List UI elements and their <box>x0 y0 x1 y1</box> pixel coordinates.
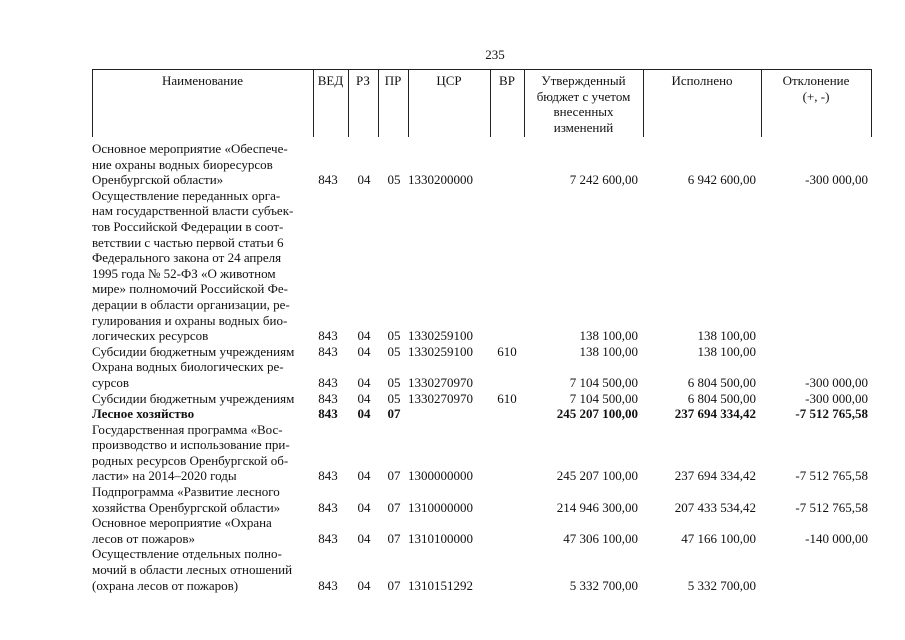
header-vr: ВР <box>499 73 515 88</box>
table-body <box>92 141 872 593</box>
cell-csr: 1330270970 <box>408 374 473 390</box>
cell-rz: 04 <box>357 390 371 406</box>
cell-deviation: -300 000,00 <box>805 374 868 390</box>
cell-ved: 843 <box>318 499 338 515</box>
cell-ved: 843 <box>318 328 338 344</box>
header-pr: ПР <box>384 73 402 88</box>
cell-executed: 207 433 534,42 <box>674 499 756 515</box>
cell-budget: 7 104 500,00 <box>569 374 638 390</box>
cell-executed: 237 694 334,42 <box>674 468 756 484</box>
row-name <box>92 515 314 546</box>
cell-csr: 1330200000 <box>408 172 473 188</box>
cell-deviation: -140 000,00 <box>805 530 868 546</box>
cell-deviation: -300 000,00 <box>805 390 868 406</box>
cell-rz: 04 <box>357 499 371 515</box>
row-name-line: Осуществление переданных орга- <box>92 187 281 203</box>
table-row <box>92 391 872 407</box>
table-row <box>92 422 872 484</box>
cell-rz: 04 <box>357 328 371 344</box>
row-name-line: логических ресурсов <box>92 328 209 344</box>
row-name-line: родных ресурсов Оренбургской об- <box>92 452 289 468</box>
header-deviation-line: (+, -) <box>802 88 830 104</box>
cell-executed: 138 100,00 <box>697 328 756 344</box>
cell-deviation: -7 512 765,58 <box>795 499 868 515</box>
cell-ved: 843 <box>318 343 338 359</box>
row-name <box>92 344 314 360</box>
header-budget-line: внесенных <box>553 104 614 120</box>
table-row <box>92 188 872 344</box>
table-header <box>92 69 872 137</box>
row-name-line: лесов от пожаров» <box>92 530 196 546</box>
cell-ved: 843 <box>318 406 338 422</box>
row-name-line: Субсидии бюджетным учреждениям <box>92 390 295 406</box>
header-deviation-line: Отклонение <box>782 73 850 88</box>
header-budget <box>524 73 643 135</box>
cell-executed: 6 804 500,00 <box>687 374 756 390</box>
header-budget-line: Утвержденный <box>541 73 626 88</box>
cell-budget: 138 100,00 <box>579 343 638 359</box>
cell-pr: 07 <box>387 468 401 484</box>
cell-pr: 05 <box>387 343 401 359</box>
cell-rz: 04 <box>357 530 371 546</box>
cell-vr: 610 <box>497 390 517 406</box>
column-divider <box>871 69 872 137</box>
row-name-line: дерации в области организации, ре- <box>92 296 290 312</box>
header-ved: ВЕД <box>317 73 344 88</box>
cell-executed: 138 100,00 <box>697 343 756 359</box>
row-name-line: Оренбургской области» <box>92 172 224 188</box>
cell-deviation: -300 000,00 <box>805 172 868 188</box>
table-row <box>92 484 872 515</box>
row-name-line: Осуществление отдельных полно- <box>92 546 282 562</box>
cell-executed: 237 694 334,42 <box>674 406 756 422</box>
table-row <box>92 344 872 360</box>
row-name <box>92 406 314 422</box>
header-csr: ЦСР <box>436 73 462 88</box>
row-name-line: Охрана водных биологических ре- <box>92 359 284 375</box>
row-name-line: производство и использование при- <box>92 437 290 453</box>
row-name-line: Основное мероприятие «Охрана <box>92 515 272 531</box>
cell-executed: 5 332 700,00 <box>687 577 756 593</box>
cell-pr: 07 <box>387 499 401 515</box>
row-name-line: тов Российской Федерации в соот- <box>92 218 284 234</box>
cell-pr: 07 <box>387 577 401 593</box>
table-row <box>92 141 872 188</box>
cell-ved: 843 <box>318 390 338 406</box>
cell-deviation: -7 512 765,58 <box>795 406 868 422</box>
cell-deviation: -7 512 765,58 <box>795 468 868 484</box>
cell-pr: 05 <box>387 172 401 188</box>
cell-vr: 610 <box>497 343 517 359</box>
cell-ved: 843 <box>318 172 338 188</box>
row-name-line: гулирования и охраны водных био- <box>92 312 288 328</box>
row-name-line: Федерального закона от 24 апреля <box>92 250 282 266</box>
row-name-line: ветствии с частью первой статьи 6 <box>92 234 284 250</box>
header-rz: РЗ <box>356 73 370 88</box>
row-name-line: Государственная программа «Вос- <box>92 421 283 437</box>
row-name-line: (охрана лесов от пожаров) <box>92 577 239 593</box>
cell-budget: 7 104 500,00 <box>569 390 638 406</box>
cell-rz: 04 <box>357 577 371 593</box>
row-name <box>92 546 314 593</box>
cell-ved: 843 <box>318 530 338 546</box>
cell-pr: 07 <box>387 406 401 422</box>
row-name <box>92 141 314 188</box>
cell-rz: 04 <box>357 406 371 422</box>
cell-budget: 47 306 100,00 <box>563 530 638 546</box>
cell-budget: 245 207 100,00 <box>556 468 638 484</box>
table-row <box>92 406 872 422</box>
page-number: 235 <box>485 47 505 62</box>
cell-csr: 1310000000 <box>408 499 473 515</box>
cell-ved: 843 <box>318 468 338 484</box>
cell-csr: 1330259100 <box>408 328 473 344</box>
cell-csr: 1300000000 <box>408 468 473 484</box>
header-top-border <box>92 69 872 70</box>
row-name-line: хозяйства Оренбургской области» <box>92 499 281 515</box>
table-row <box>92 515 872 546</box>
row-name <box>92 359 314 390</box>
cell-pr: 07 <box>387 530 401 546</box>
row-name-line: ние охраны водных биоресурсов <box>92 156 273 172</box>
cell-budget: 5 332 700,00 <box>569 577 638 593</box>
cell-csr: 1310151292 <box>408 577 473 593</box>
table-row <box>92 546 872 593</box>
header-executed: Исполнено <box>671 73 733 88</box>
cell-budget: 7 242 600,00 <box>569 172 638 188</box>
table-row <box>92 359 872 390</box>
cell-csr: 1310100000 <box>408 530 473 546</box>
cell-pr: 05 <box>387 374 401 390</box>
cell-rz: 04 <box>357 172 371 188</box>
cell-pr: 05 <box>387 328 401 344</box>
row-name <box>92 188 314 344</box>
header-deviation <box>761 73 871 104</box>
row-name <box>92 484 314 515</box>
row-name-line: сурсов <box>92 374 130 390</box>
row-name-line: мочий в области лесных отношений <box>92 562 293 578</box>
header-budget-line: бюджет с учетом <box>536 88 631 104</box>
header-name: Наименование <box>162 73 243 88</box>
cell-executed: 6 942 600,00 <box>687 172 756 188</box>
row-name-line: Подпрограмма «Развитие лесного <box>92 484 280 500</box>
row-name <box>92 391 314 407</box>
row-name <box>92 422 314 484</box>
cell-budget: 214 946 300,00 <box>556 499 638 515</box>
row-name-line: Основное мероприятие «Обеспече- <box>92 141 288 156</box>
row-name-line: нам государственной власти субъек- <box>92 203 294 219</box>
cell-ved: 843 <box>318 577 338 593</box>
row-name-line: мире» полномочий Российской Фе- <box>92 281 288 297</box>
row-name-line: 1995 года № 52-ФЗ «О животном <box>92 265 276 281</box>
cell-rz: 04 <box>357 468 371 484</box>
cell-rz: 04 <box>357 374 371 390</box>
cell-csr: 1330259100 <box>408 343 473 359</box>
row-name-line: ласти» на 2014–2020 годы <box>92 468 237 484</box>
cell-csr: 1330270970 <box>408 390 473 406</box>
cell-ved: 843 <box>318 374 338 390</box>
row-name-line: Лесное хозяйство <box>92 406 195 422</box>
cell-executed: 47 166 100,00 <box>681 530 756 546</box>
row-name-line: Субсидии бюджетным учреждениям <box>92 343 295 359</box>
cell-pr: 05 <box>387 390 401 406</box>
cell-rz: 04 <box>357 343 371 359</box>
cell-executed: 6 804 500,00 <box>687 390 756 406</box>
cell-budget: 138 100,00 <box>579 328 638 344</box>
header-budget-line: изменений <box>553 119 614 135</box>
cell-budget: 245 207 100,00 <box>556 406 638 422</box>
